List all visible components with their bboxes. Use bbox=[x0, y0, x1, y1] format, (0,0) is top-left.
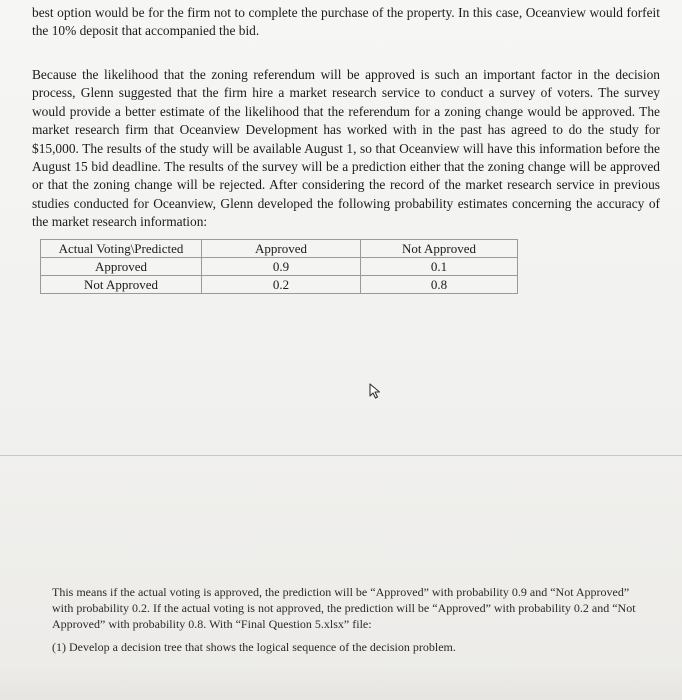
table-row bbox=[41, 258, 518, 276]
cell-not-approved-not-approved: 0.8 bbox=[361, 276, 518, 294]
row-label-approved: Approved bbox=[41, 258, 202, 276]
paragraph-explanation: This means if the actual voting is approved, the prediction will be “Approved” with probability 0.9 and “Not Approved” with probability 0.2. If the actual voting is not approved, the prediction will be “Approved” with probability 0.2 and “Not Approved” with probability 0.8. With “Final Question 5.xlsx” file: bbox=[52, 585, 636, 631]
header-cell-not-approved: Not Approved bbox=[361, 240, 518, 258]
cell-approved-approved: 0.9 bbox=[202, 258, 361, 276]
header-cell-approved: Approved bbox=[202, 240, 361, 258]
paragraph-forfeit: best option would be for the firm not to complete the purchase of the property. In this case, Oceanview would forfeit the 10% deposit that accompanied the bid. bbox=[32, 5, 660, 39]
row-label-not-approved: Not Approved bbox=[41, 276, 202, 294]
cell-approved-not-approved: 0.1 bbox=[361, 258, 518, 276]
probability-table bbox=[40, 239, 518, 294]
paragraph-market-research: Because the likelihood that the zoning referendum will be approved is such an important factor in the decision process, Glenn suggested that the firm hire a market research service to conduct a survey of voters. The survey would provide a better estimate of the likelihood that the referendum for a zoning change would be approved. The market research firm that Oceanview Development has worked with in the past has agreed to do the study for $15,000. The results of the study will be available August 1, so that Oceanview will have this information before the August 15 bid deadline. The results of the survey will be a prediction either that the zoning change will be approved or that the zoning change will be rejected. After considering the record of the market research service in previous studies conducted for Oceanview, Glenn developed the following probability estimates concerning the accuracy of the market research information: bbox=[32, 67, 660, 230]
page-bottom-shadow bbox=[0, 668, 682, 700]
header-cell-actual-predicted: Actual Voting\Predicted bbox=[41, 240, 202, 258]
section-divider bbox=[0, 455, 682, 456]
question-1: (1) Develop a decision tree that shows the logical sequence of the decision problem. bbox=[52, 640, 456, 654]
cell-not-approved-approved: 0.2 bbox=[202, 276, 361, 294]
table-row bbox=[41, 276, 518, 294]
table-header-row bbox=[41, 240, 518, 258]
mouse-pointer-icon bbox=[368, 383, 382, 399]
